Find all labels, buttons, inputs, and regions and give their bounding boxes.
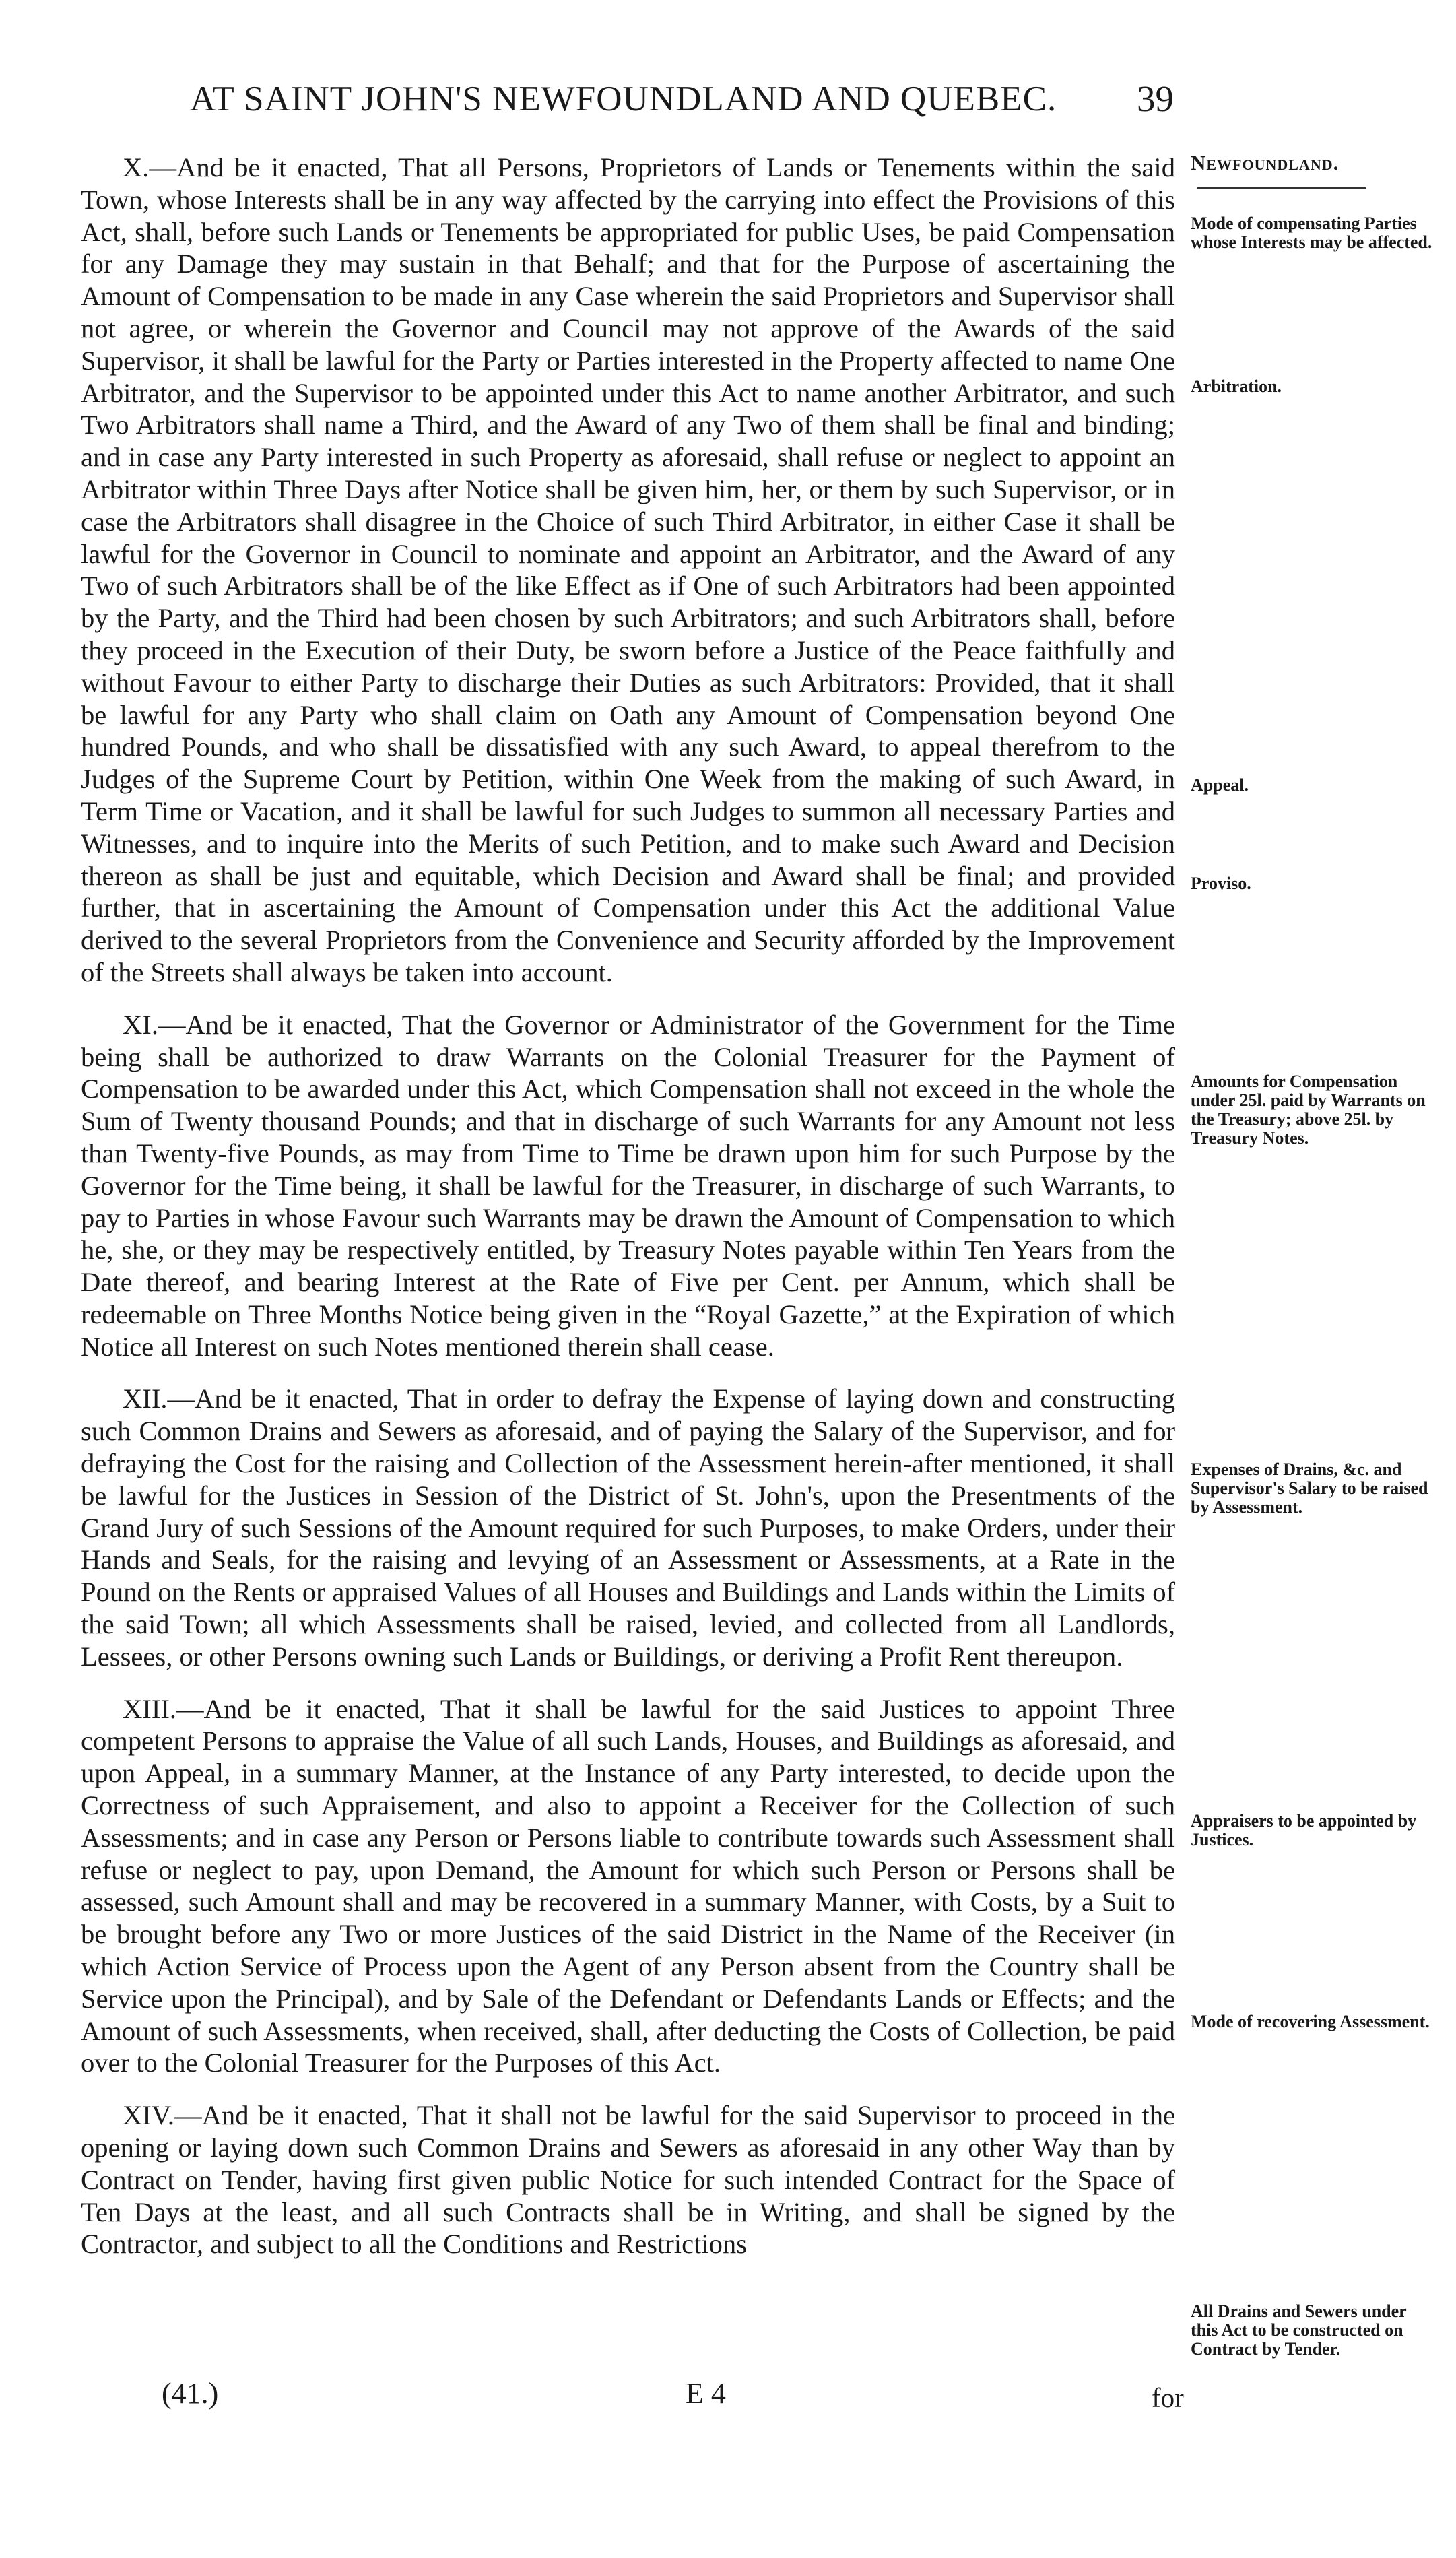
margin-note-appraisers: Appraisers to be appointed by Justices. (1191, 1811, 1417, 1849)
section-xiv: XIV.—And be it enacted, That it shall not be lawful for the said Supervisor to proceed in the opening or laying down such Common Drains and Sewers as aforesaid in any other Way than by Contract on Tender, having first given public Notice for such intended Contract for the Space of Ten Days at the least, and all such Contracts shall be in Writing, and shall be signed by the Contractor, and subject to all the Conditions and Restrictions (81, 2100, 1175, 2260)
margin-note-drains: All Drains and Sewers under this Act to be constructed on Contract by Tender. (1191, 2301, 1407, 2359)
margin-note-compensation: Mode of compensating Parties whose Interests may be affected. (1191, 214, 1432, 252)
footer-signature: (41.) (162, 2377, 219, 2410)
section-xi: XI.—And be it enacted, That the Governor or Administrator of the Government for the Time being shall be authorized to draw Warrants on the Colonial Treasurer for the Payment of Compensation to be awarded under this Act, which Compensation shall not exceed in the whole the Sum of Twenty thousand Pounds; and that in discharge of such Warrants for any Amount not less than Twenty-five Pounds, as may from Time to Time be drawn upon him for such Purpose by the Governor for the Time being, it shall be lawful for the Treasurer, in discharge of such Warrants, to pay to Parties in whose Favour such Warrants may be drawn the Amount of Compensation to which he, she, or they may be respectively entitled, by Treasury Notes payable within Ten Years from the Date thereof, and bearing Interest at the Rate of Five per Cent. per Annum, which shall be redeemable on Three Months Notice being given in the “Royal Gazette,” at the Expiration of which Notice all Interest on such Notes mentioned therein shall cease. (81, 1009, 1175, 1362)
margin-note-appeal: Appeal. (1191, 775, 1249, 795)
margin-note-recovering: Mode of recovering Assessment. (1191, 2012, 1430, 2031)
margin-note-proviso: Proviso. (1191, 874, 1251, 893)
margin-note-amounts: Amounts for Compensation under 25l. paid by Warrants on the Treasury; above 25l. by Treasury Notes. (1191, 1072, 1426, 1148)
section-xiii: XIII.—And be it enacted, That it shall be lawful for the said Justices to appoint Three competent Persons to appraise the Value of all such Lands, Houses, and Buildings as aforesaid, and upon Appeal, in a summary Manner, at the Instance of any Party interested, to decide upon the Correctness of such Appraisement, and also to appoint a Receiver for the Collection of such Assessments; and in case any Person or Persons liable to contribute towards such Assessment shall refuse or neglect to pay, upon Demand, the Amount for which such Person or Persons shall be assessed, such Amount shall and may be recovered in a summary Manner, with Costs, by a Suit to be brought before any Two or more Justices of the said District in the Name of the Receiver (in which Action Service of Process upon the Agent of any Person absent from the Country shall be Service upon the Principal), and by Sale of the Defendant or Defendants Lands or Effects; and the Amount of such Assessments, when received, shall, after deducting the Costs of Collection, be paid over to the Colonial Treasurer for the Purposes of this Act. (81, 1693, 1175, 2078)
margin-title: Newfoundland. (1191, 151, 1339, 174)
footer-catchword: for (1152, 2382, 1184, 2413)
margin-note-arbitration: Arbitration. (1191, 376, 1282, 396)
running-head: AT SAINT JOHN'S NEWFOUNDLAND AND QUEBEC. (190, 79, 1057, 119)
margin-title-rule (1197, 187, 1366, 189)
footer-sheet-mark: E 4 (686, 2377, 726, 2410)
margin-notes (1191, 0, 1443, 2558)
section-xii: XII.—And be it enacted, That in order to defray the Expense of laying down and constructing such Common Drains and Sewers as aforesaid, and of paying the Salary of the Supervisor, and for defraying the Cost for the raising and Collection of the Assessment herein-after mentioned, it shall be lawful for the Justices in Session of the District of St. John's, upon the Presentments of the Grand Jury of such Sessions of the Amount required for such Purposes, to make Orders, under their Hands and Seals, for the raising and levying of an Assessment or Assessments, at a Rate in the Pound on the Rents or appraised Values of all Houses and Buildings and Lands within the Limits of the said Town; all which Assessments shall be raised, levied, and collected from all Landlords, Lessees, or other Persons owning such Lands or Buildings, or deriving a Profit Rent thereupon. (81, 1383, 1175, 1672)
page-number: 39 (1137, 78, 1174, 119)
main-text (81, 152, 1175, 2260)
page-footer (0, 2376, 1456, 2423)
margin-note-expenses: Expenses of Drains, &c. and Supervisor's Salary to be raised by Assessment. (1191, 1460, 1428, 1517)
section-x: X.—And be it enacted, That all Persons, Proprietors of Lands or Tenements within the said Town, whose Interests shall be in any way affected by the carrying into effect the Provisions of this Act, shall, before such Lands or Tenements be appropriated for public Uses, be paid Compensation for any Damage they may sustain in that Behalf; and that for the Purpose of ascertaining the Amount of Compensation to be made in any Case wherein the said Proprietors and Supervisor shall not agree, or wherein the Governor and Council may not approve of the Awards of the said Supervisor, it shall be lawful for the Party or Parties interested in the Property affected to name One Arbitrator, and the Supervisor to be appointed under this Act to name another Arbitrator, and such Two Arbitrators shall name a Third, and the Award of any Two of them shall be final and binding; and in case any Party interested in such Property as aforesaid, shall refuse or neglect to appoint an Arbitrator within Three Days after Notice shall be given him, her, or them by such Supervisor, or in case the Arbitrators shall disagree in the Choice of such Third Arbitrator, in either Case it shall be lawful for the Governor in Council to nominate and appoint an Arbitrator, and the Award of any Two of such Arbitrators shall be of the like Effect as if One of such Arbitrators had been appointed by the Party, and the Third had been chosen by such Arbitrators; and such Arbitrators shall, before they proceed in the Execution of their Duty, be sworn before a Justice of the Peace faithfully and without Favour to either Party to discharge their Duties as such Arbitrators: Provided, that it shall be lawful for any Party who shall claim on Oath any Amount of Compensation beyond One hundred Pounds, and who shall be dissatisfied with any such Award, to appeal therefrom to the Judges of the Supreme Court by Petition, within One Week from the making of such Award, in Term Time or Vacation, and it shall be lawful for such Judges to summon all necessary Parties and Witnesses, and to inquire into the Merits of such Petition, and to make such Award and Decision thereon as shall be just and equitable, which Decision and Award shall be final; and provided further, that in ascertaining the Amount of Compensation under this Act the additional Value derived to the several Proprietors from the Convenience and Security afforded by the Improvement of the Streets shall always be taken into account. (81, 152, 1175, 987)
